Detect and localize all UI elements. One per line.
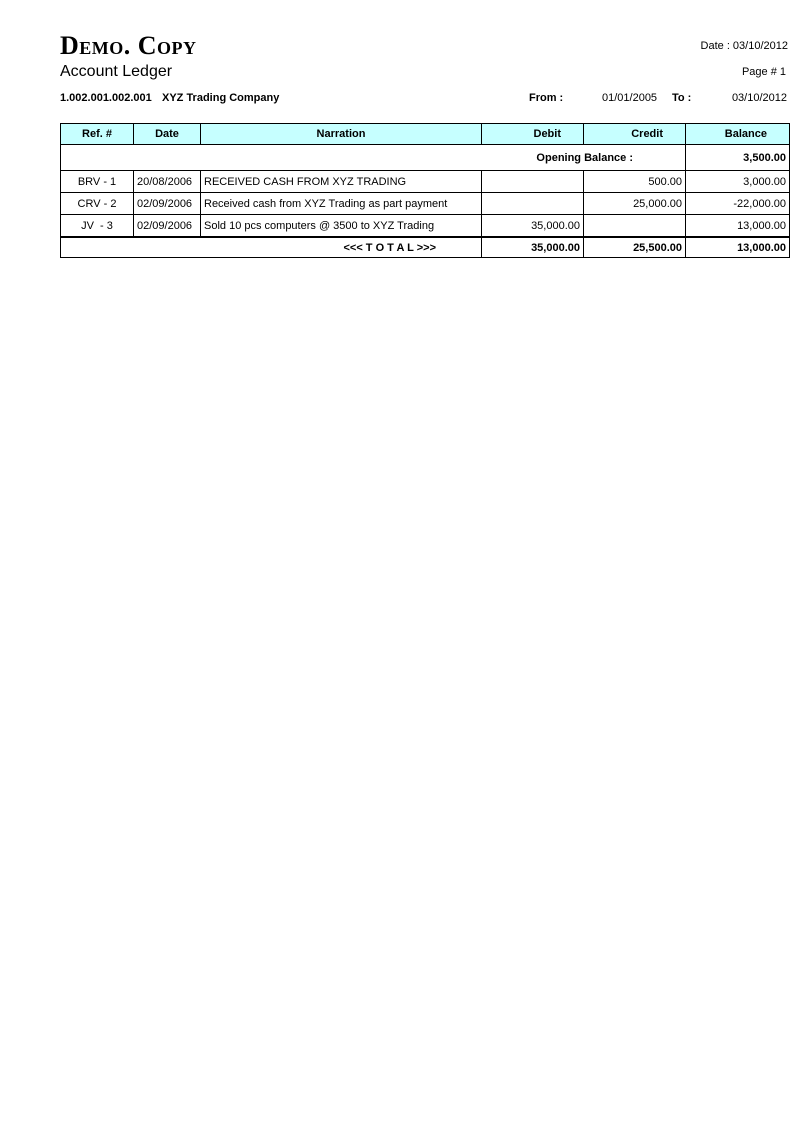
report-title: Account Ledger (60, 63, 173, 80)
cell-balance: 13,000.00 (686, 215, 790, 238)
account-code: 1.002.001.002.001 (60, 92, 152, 104)
total-debit: 35,000.00 (482, 237, 584, 258)
cell-debit (482, 171, 584, 193)
cell-date: 20/08/2006 (134, 171, 201, 193)
col-header-credit: Credit (584, 124, 686, 145)
opening-balance-label: Opening Balance : (61, 145, 686, 171)
cell-balance: 3,000.00 (686, 171, 790, 193)
col-header-ref: Ref. # (61, 124, 134, 145)
cell-ref: JV - 3 (61, 215, 134, 238)
table-row (61, 171, 790, 193)
table-row (61, 193, 790, 215)
col-header-balance: Balance (686, 124, 790, 145)
from-date: 01/01/2005 (602, 92, 658, 104)
from-label: From : (529, 92, 564, 104)
cell-narration: Received cash from XYZ Trading as part payment (201, 193, 482, 215)
ledger-table (60, 123, 790, 258)
total-label: <<< T O T A L >>> (61, 237, 482, 258)
table-header-row (61, 124, 790, 145)
cell-credit: 25,000.00 (584, 193, 686, 215)
cell-ref: CRV - 2 (61, 193, 134, 215)
page-number: Page # 1 (741, 66, 786, 78)
col-header-debit: Debit (482, 124, 584, 145)
to-label: To : (672, 92, 692, 104)
total-row (61, 237, 790, 258)
total-credit: 25,500.00 (584, 237, 686, 258)
total-balance: 13,000.00 (686, 237, 790, 258)
col-header-narration: Narration (201, 124, 482, 145)
cell-balance: -22,000.00 (686, 193, 790, 215)
print-date: Date : 03/10/2012 (700, 40, 788, 52)
opening-balance-row (61, 145, 790, 171)
cell-date: 02/09/2006 (134, 193, 201, 215)
cell-ref: BRV - 1 (61, 171, 134, 193)
cell-debit (482, 193, 584, 215)
col-header-date: Date (134, 124, 201, 145)
company-name: Demo. Copy (60, 31, 197, 60)
opening-balance-value: 3,500.00 (686, 145, 790, 171)
cell-debit: 35,000.00 (482, 215, 584, 238)
to-date: 03/10/2012 (731, 92, 787, 104)
cell-narration: Sold 10 pcs computers @ 3500 to XYZ Trading (201, 215, 482, 238)
table-row (61, 215, 790, 238)
cell-credit: 500.00 (584, 171, 686, 193)
account-name: XYZ Trading Company (162, 92, 280, 104)
cell-credit (584, 215, 686, 238)
cell-narration: RECEIVED CASH FROM XYZ TRADING (201, 171, 482, 193)
cell-date: 02/09/2006 (134, 215, 201, 238)
